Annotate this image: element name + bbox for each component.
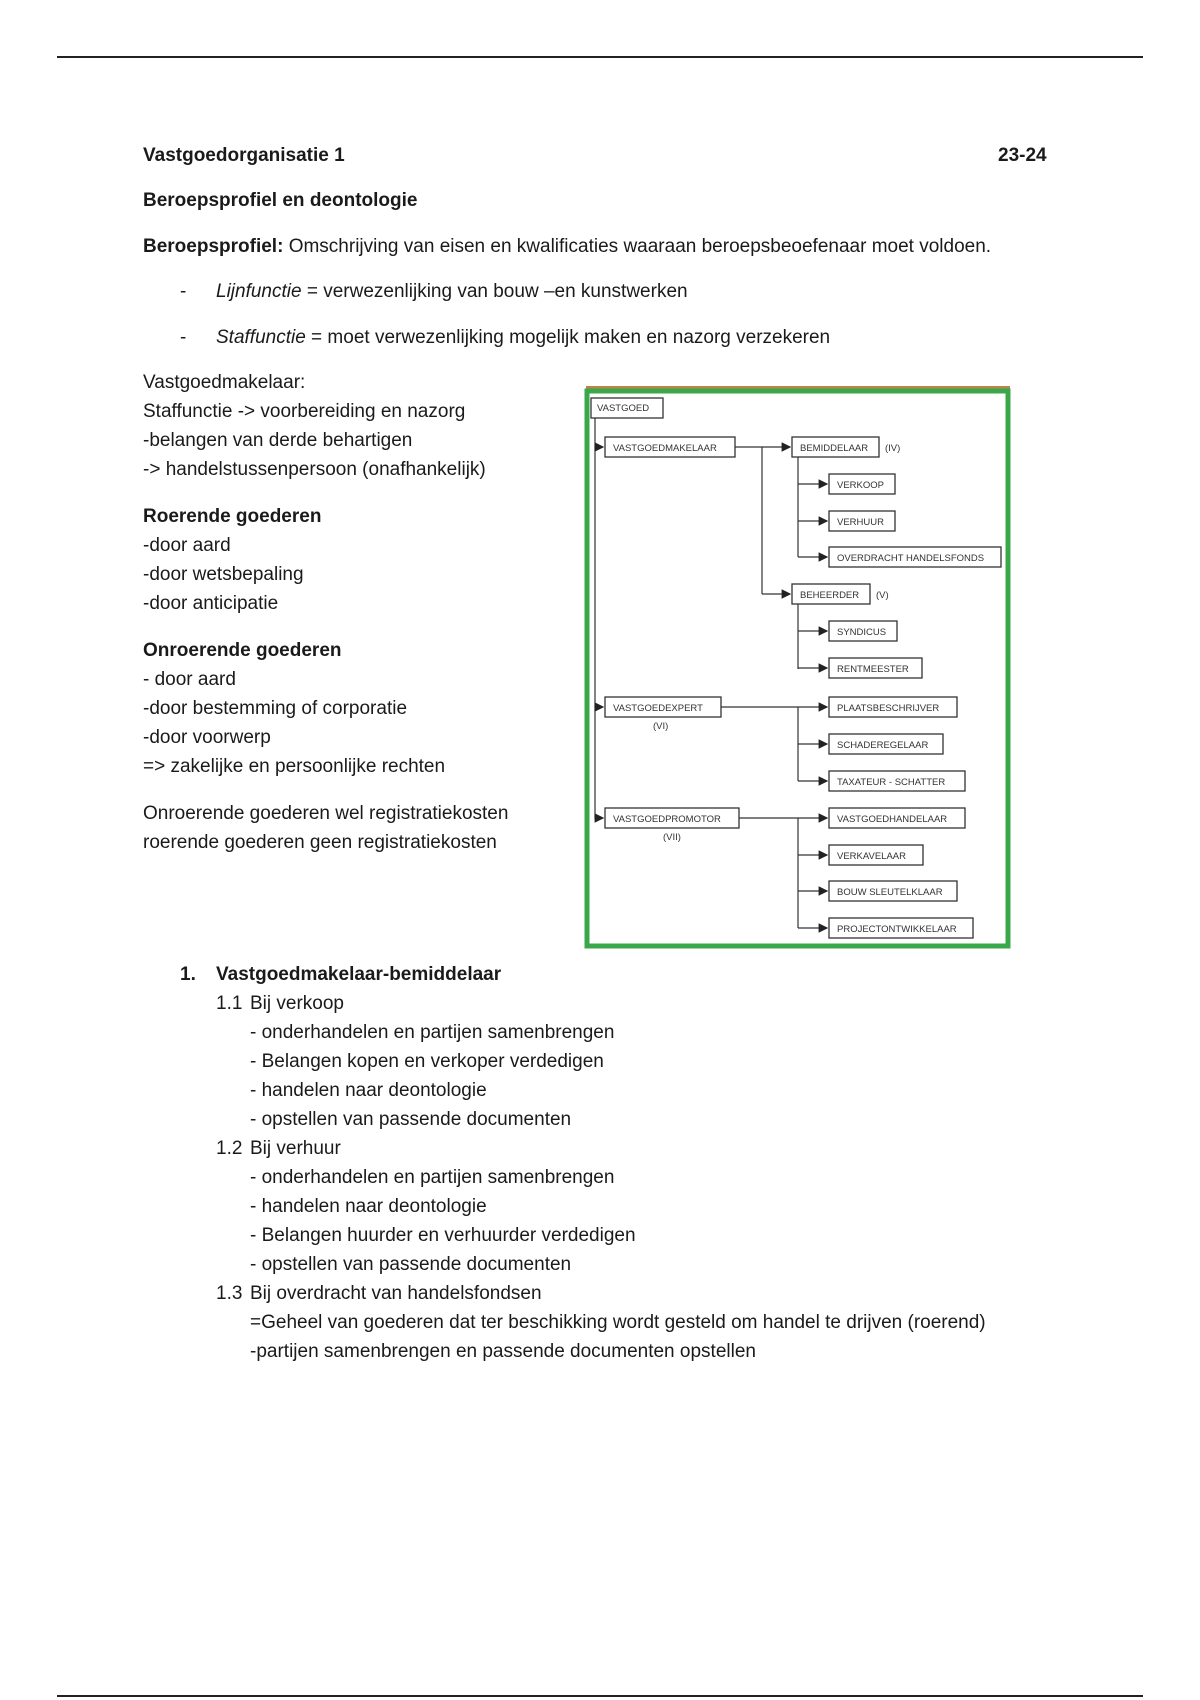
onroerende-item: - door aard	[143, 669, 236, 690]
tag-vastgoedpromotor: (VII)	[663, 832, 681, 843]
vastgoed-org-diagram	[583, 383, 1013, 951]
onroerende-item: => zakelijke en persoonlijke rechten	[143, 756, 446, 777]
subsection-number: 1.3	[216, 1283, 243, 1304]
makelaar-line: -> handelstussenpersoon (onafhankelijk)	[143, 459, 486, 480]
label-verkavelaar: VERKAVELAAR	[837, 851, 906, 862]
bullet-rest: = verwezenlijking van bouw –en kunstwerken	[301, 281, 688, 302]
subsection-title: Bij verhuur	[250, 1138, 341, 1159]
subsection-1-2-heading	[180, 1134, 986, 1163]
subsection-number: 1.1	[216, 993, 243, 1014]
label-vastgoedhandelaar: VASTGOEDHANDELAAR	[837, 814, 948, 825]
label-overdracht: OVERDRACHT HANDELSFONDS	[837, 553, 985, 564]
roerende-block	[143, 502, 321, 618]
page-subtitle: Beroepsprofiel en deontologie	[143, 190, 418, 211]
course-year: 23-24	[998, 145, 1047, 166]
onroerende-title: Onroerende goederen	[143, 640, 342, 661]
roerende-title: Roerende goederen	[143, 506, 322, 527]
beroepsprofiel-text: Omschrijving van eisen en kwalificaties waaraan beroepsbeoefenaar moet voldoen.	[283, 236, 992, 257]
list-item: - Belangen kopen en verkoper verdedigen	[250, 1051, 604, 1072]
label-vastgoedmakelaar: VASTGOEDMAKELAAR	[613, 443, 717, 454]
list-item: - handelen naar deontologie	[250, 1196, 487, 1217]
roerende-item: -door wetsbepaling	[143, 564, 304, 585]
beroepsprofiel-term: Beroepsprofiel:	[143, 236, 284, 257]
tag-vastgoedexpert: (VI)	[653, 721, 669, 732]
section-1	[180, 960, 986, 1366]
registratie-line: Onroerende goederen wel registratiekosten	[143, 803, 509, 824]
label-vastgoedexpert: VASTGOEDEXPERT	[613, 703, 703, 714]
list-item: - opstellen van passende documenten	[250, 1254, 572, 1275]
list-item: - opstellen van passende documenten	[250, 1109, 572, 1130]
label-verhuur: VERHUUR	[837, 517, 884, 528]
tag-beheerder: (V)	[876, 590, 889, 601]
makelaar-line: Staffunctie -> voorbereiding en nazorg	[143, 401, 466, 422]
subsection-1-3-heading	[180, 1279, 986, 1308]
top-rule	[57, 56, 1143, 58]
label-schaderegelaar: SCHADEREGELAAR	[837, 740, 929, 751]
label-projectontwikkelaar: PROJECTONTWIKKELAAR	[837, 924, 957, 935]
section-number: 1.	[180, 964, 196, 985]
registratie-line: roerende goederen geen registratiekosten	[143, 832, 497, 853]
section-title: Vastgoedmakelaar-bemiddelaar	[216, 964, 502, 985]
label-beheerder: BEHEERDER	[800, 590, 860, 601]
onroerende-item: -door voorwerp	[143, 727, 271, 748]
label-taxateur: TAXATEUR - SCHATTER	[837, 777, 946, 788]
list-item: =Geheel van goederen dat ter beschikking wordt gesteld om handel te drijven (roerend)	[250, 1312, 986, 1333]
registratie-block	[143, 799, 508, 857]
label-bemiddelaar: BEMIDDELAAR	[800, 443, 869, 454]
roerende-item: -door aard	[143, 535, 231, 556]
course-title: Vastgoedorganisatie 1	[143, 145, 345, 166]
subsection-number: 1.2	[216, 1138, 243, 1159]
bullet-rest: = moet verwezenlijking mogelijk maken en nazorg verzekeren	[305, 327, 831, 348]
makelaar-block	[143, 368, 486, 484]
label-vastgoedpromotor: VASTGOEDPROMOTOR	[613, 814, 721, 825]
subsection-1-1-heading	[180, 989, 986, 1018]
makelaar-line: Vastgoedmakelaar:	[143, 372, 306, 393]
bullet-term: Lijnfunctie	[216, 281, 302, 302]
list-item: - onderhandelen en partijen samenbrengen	[250, 1167, 615, 1188]
list-item: - Belangen huurder en verhuurder verdedigen	[250, 1225, 636, 1246]
beroepsprofiel-definition	[143, 236, 991, 258]
label-rentmeester: RENTMEESTER	[837, 664, 909, 675]
label-bouw-sleutelklaar: BOUW SLEUTELKLAAR	[837, 887, 943, 898]
label-verkoop: VERKOOP	[837, 480, 884, 491]
onroerende-block	[143, 636, 445, 781]
list-item: - onderhandelen en partijen samenbrengen	[250, 1022, 615, 1043]
label-plaatsbeschrijver: PLAATSBESCHRIJVER	[837, 703, 940, 714]
list-item: - handelen naar deontologie	[250, 1080, 487, 1101]
bullet-term: Staffunctie	[216, 327, 306, 348]
bullet-dash: -	[180, 327, 187, 348]
makelaar-line: -belangen van derde behartigen	[143, 430, 413, 451]
bullet-dash: -	[180, 281, 187, 302]
label-syndicus: SYNDICUS	[837, 627, 887, 638]
subsection-title: Bij verkoop	[250, 993, 344, 1014]
subsection-title: Bij overdracht van handelsfondsen	[250, 1283, 542, 1304]
roerende-item: -door anticipatie	[143, 593, 279, 614]
tag-bemiddelaar: (IV)	[885, 443, 901, 454]
list-item: -partijen samenbrengen en passende documenten opstellen	[250, 1341, 756, 1362]
bottom-rule	[57, 1695, 1143, 1697]
section-1-heading	[180, 960, 986, 989]
label-vastgoed: VASTGOED	[597, 403, 650, 414]
onroerende-item: -door bestemming of corporatie	[143, 698, 408, 719]
